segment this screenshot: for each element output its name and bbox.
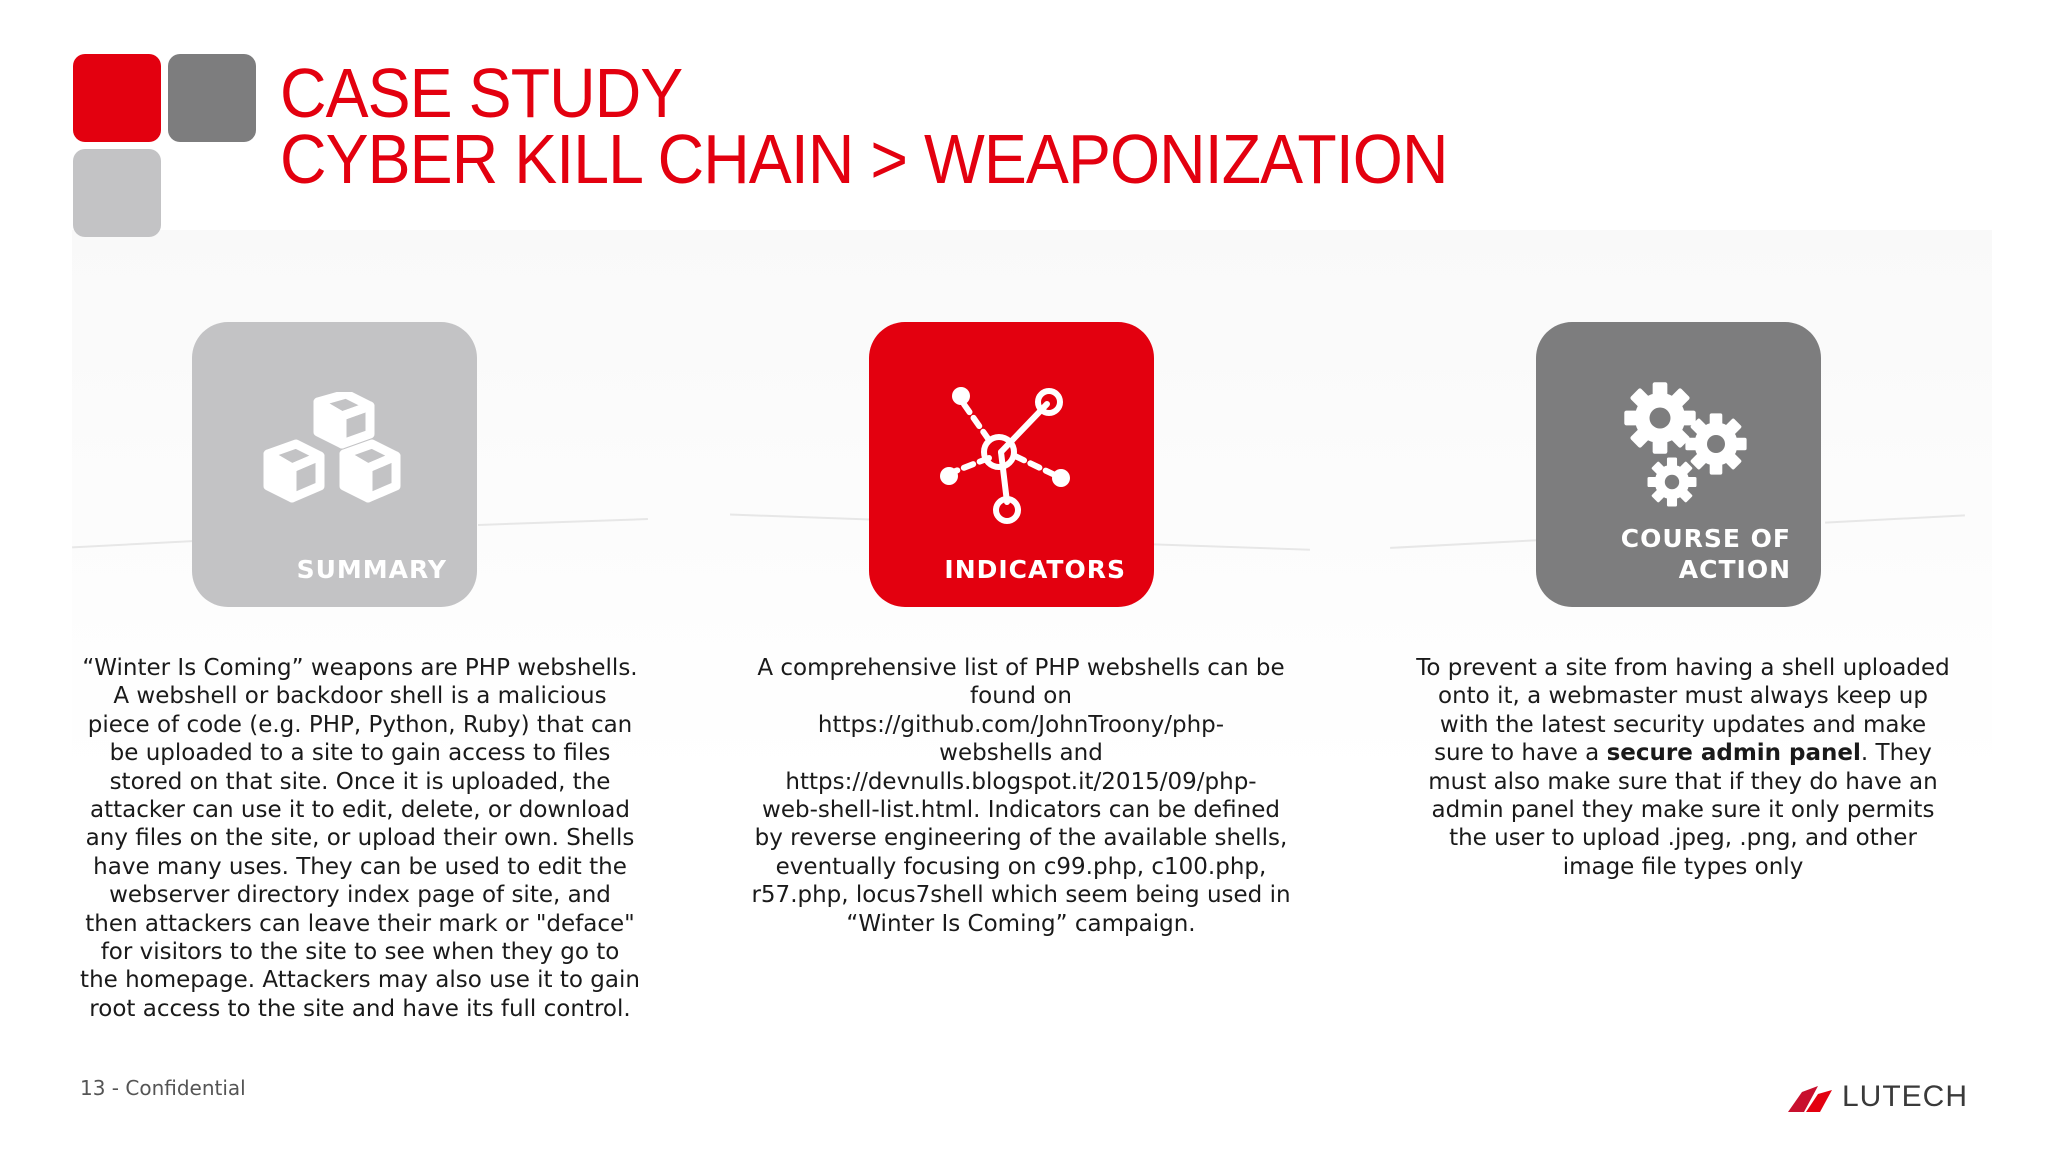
indicators-intro: A comprehensive list of PHP webshells can be found on [757,655,1285,710]
blogspot-link-cont[interactable]: web-shell-list.html [762,797,974,824]
course-of-action-card [1536,322,1821,607]
coa-post: . They must also make sure that if they do have an admin panel they make sure it only permits the user to upload .jpeg, .png, and other image file types only [1428,740,1938,880]
indicators-card-label: INDICATORS [944,555,1126,584]
title-line-1: CASE STUDY [280,54,683,132]
course-of-action-card-label [1621,523,1791,585]
and-text: and [1052,740,1103,767]
page-footer: 13 - Confidential [80,1076,246,1100]
page-title [280,54,1448,198]
logo-square-dark [168,54,256,142]
course-of-action-label-line-2: ACTION [1678,555,1791,584]
course-of-action-label-line-1: COURSE OF [1620,524,1791,553]
network-icon [929,372,1089,532]
indicators-card [869,322,1154,607]
summary-card-label: SUMMARY [296,555,447,584]
gears-icon [1616,372,1756,512]
indicators-details: . Indicators can be defined by reverse engineering of the available shells, eventually focusing on c99.php, c100.php, r57.php, locus7shell which seem being used in “Winter Is Coming” campaign. [751,797,1291,937]
logo-square-red [73,54,161,142]
coa-bold: secure admin panel [1606,740,1861,767]
github-link[interactable]: https://github.com/JohnTroony/php- [817,711,1225,738]
summary-card [192,322,477,607]
coa-pre: To prevent a site from having a shell uploaded onto it, a webmaster must always keep up with the latest security updates and make sure to have a [1416,655,1950,767]
logo-square-light [73,149,161,237]
lutech-logo-icon [1788,1082,1838,1114]
cubes-icon [262,392,412,522]
summary-text: “Winter Is Coming” weapons are PHP webshells. A webshell or backdoor shell is a malicious piece of code (e.g. PHP, Python, Ruby) that can be uploaded to a site to gain access to files stored on that site. Once it is uploaded, the attacker can use it to edit, delete, or download any files on the site, or upload their own. Shells have many uses. They can be used to edit the webserver directory index page of site, and then attackers can leave their mark or "deface" for visitors to the site to see when they go to the homepage. Attackers may also use it to gain root access to the site and have its full control. [80,655,640,1022]
course-of-action-text [1413,654,1953,881]
indicators-text [746,654,1296,938]
brand-name: LUTECH [1842,1080,1969,1113]
github-link-cont[interactable]: webshells [939,740,1053,767]
title-line-2: CYBER KILL CHAIN > WEAPONIZATION [280,120,1448,198]
blogspot-link[interactable]: https://devnulls.blogspot.it/2015/09/php- [785,768,1257,795]
